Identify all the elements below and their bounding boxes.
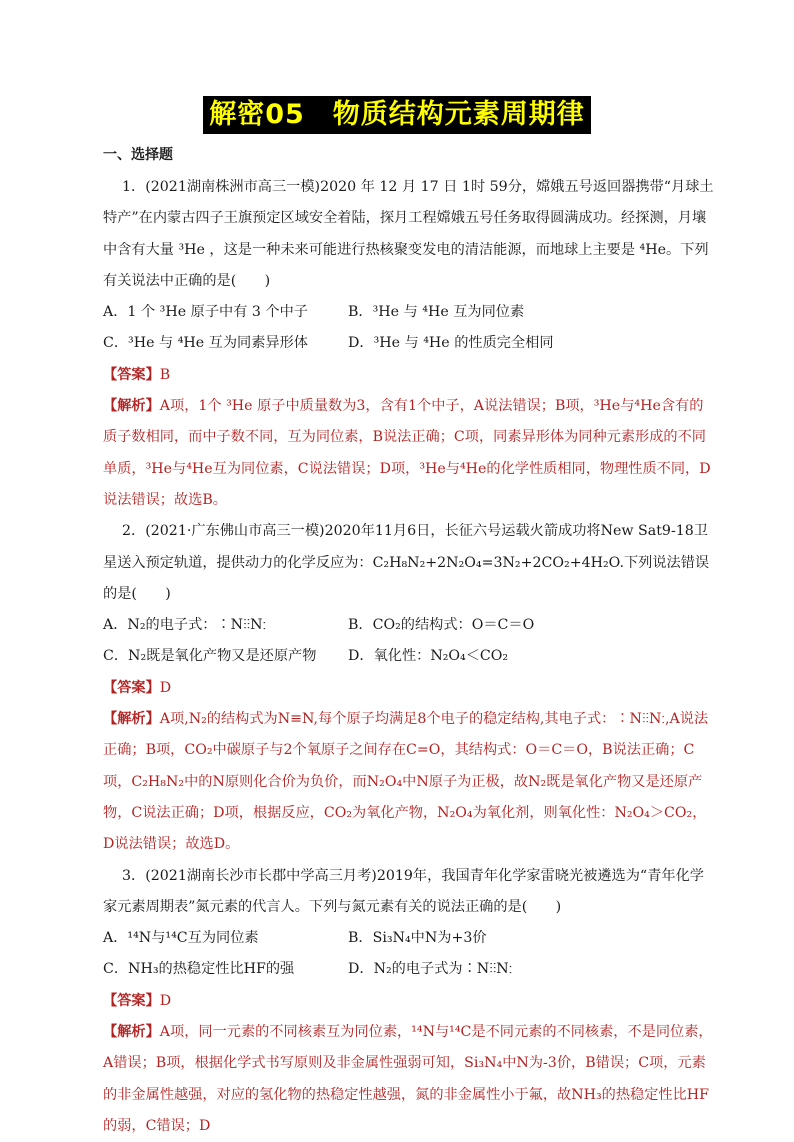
question-1-options-row-2	[103, 328, 717, 359]
option-b: B．CO₂的结构式：O＝C＝O	[348, 617, 535, 634]
document-body	[103, 172, 717, 1142]
answer-value: D	[159, 992, 172, 1009]
question-1-options-row-1	[103, 297, 717, 328]
option-c: C．N₂既是氧化产物又是还原产物	[103, 648, 317, 665]
question-1-answer	[103, 360, 717, 391]
question-2-answer	[103, 673, 717, 704]
option-b: B．Si₃N₄中N为+3价	[348, 930, 487, 947]
question-3-answer	[103, 986, 717, 1017]
question-3-options-row-2	[103, 954, 717, 985]
option-c: C．³He 与 ⁴He 互为同素异形体	[103, 335, 308, 352]
option-b: B．³He 与 ⁴He 互为同位素	[348, 304, 525, 321]
answer-value: B	[159, 366, 171, 383]
answer-label: 【答案】	[103, 992, 160, 1009]
question-2-stem: 2．(2021·广东佛山市高三一模)2020年11月6日，长征六号运载火箭成功将New Sat9-18卫星送入预定轨道，提供动力的化学反应为：C₂H₈N₂+2N₂O₄=3N₂+2CO₂+4H₂O.下列说法错误的是( )	[103, 523, 710, 602]
explanation-label: 【解析】	[103, 398, 160, 415]
question-1-stem: 1．(2021湖南株洲市高三一模)2020 年 12 月 17 日 1时 59分，嫦娥五号返回器携带“月球土特产”在内蒙古四子王旗预定区域安全着陆，探月工程嫦娥五号任务取得圆满成功。经探测，月壤中含有大量 ³He ，这是一种未来可能进行热核聚变发电的清洁能源，而地球上主要是 ⁴He。下列有关说法中正确的是( )	[103, 179, 714, 289]
option-d: D．³He 与 ⁴He 的性质完全相同	[348, 335, 554, 352]
option-a: A．¹⁴N与¹⁴C互为同位素	[103, 930, 259, 947]
question-3-explanation	[103, 1017, 717, 1142]
question-1-explanation	[103, 391, 717, 516]
question-3-stem: 3．(2021湖南长沙市长郡中学高三月考)2019年，我国青年化学家雷晓光被遴选为“青年化学家元素周期表”氮元素的代言人。下列与氮元素有关的说法正确的是( )	[103, 867, 704, 915]
explanation-text: A项，同一元素的不同核素互为同位素，¹⁴N与¹⁴C是不同元素的不同核素，不是同位素，A错误；B项，根据化学式书写原则及非金属性强弱可知，Si₃N₄中N为-3价，B错误；C项，元素的非金属性越强，对应的氢化物的热稳定性越强，氮的非金属性小于氟，故NH₃的热稳定性比HF的弱，C错误；D	[103, 1024, 713, 1134]
title-banner: 解密05 物质结构元素周期律	[203, 96, 591, 134]
question-2-options-row-1	[103, 610, 717, 641]
option-c: C．NH₃的热稳定性比HF的强	[103, 961, 295, 978]
section-heading: 一、选择题	[103, 147, 173, 163]
question-3-options-row-1	[103, 923, 717, 954]
answer-label: 【答案】	[103, 679, 160, 696]
option-a: A．N₂的电子式：∶N⫶⫶N∶	[103, 617, 267, 634]
question-2-options-row-2	[103, 641, 717, 672]
explanation-text: A项,N₂的结构式为N≡N,每个原子均满足8个电子的稳定结构,其电子式：∶N⫶⫶N∶,A说法正确；B项，CO₂中碳原子与2个氧原子之间存在C=O，其结构式：O＝C＝O，B说法正确；C项，C₂H₈N₂中的N原则化合价为负价，而N₂O₄中N原子为正极，故N₂既是氧化产物又是还原产物，C说法正确；D项，根据反应，CO₂为氧化产物，N₂O₄为氧化剂，则氧化性：N₂O₄＞CO₂，D说法错误；故选D。	[103, 711, 709, 853]
option-d: D．氧化性：N₂O₄＜CO₂	[348, 648, 509, 665]
explanation-text: A项，1个 ³He 原子中质量数为3，含有1个中子，A说法错误；B项，³He与⁴He含有的质子数相同，而中子数不同，互为同位素，B说法正确；C项，同素异形体为同种元素形成的不同单质，³He与⁴He互为同位素，C说法错误；D项，³He与⁴He的化学性质相同，物理性质不同，D说法错误；故选B。	[103, 398, 711, 508]
explanation-label: 【解析】	[103, 1024, 160, 1041]
answer-label: 【答案】	[103, 366, 160, 383]
question-2-explanation	[103, 704, 717, 860]
option-d: D．N₂的电子式为∶N⫶⫶N∶	[348, 961, 513, 978]
answer-value: D	[159, 679, 172, 696]
document-title	[0, 96, 794, 134]
explanation-label: 【解析】	[103, 711, 160, 728]
option-a: A．1 个 ³He 原子中有 3 个中子	[103, 304, 308, 321]
